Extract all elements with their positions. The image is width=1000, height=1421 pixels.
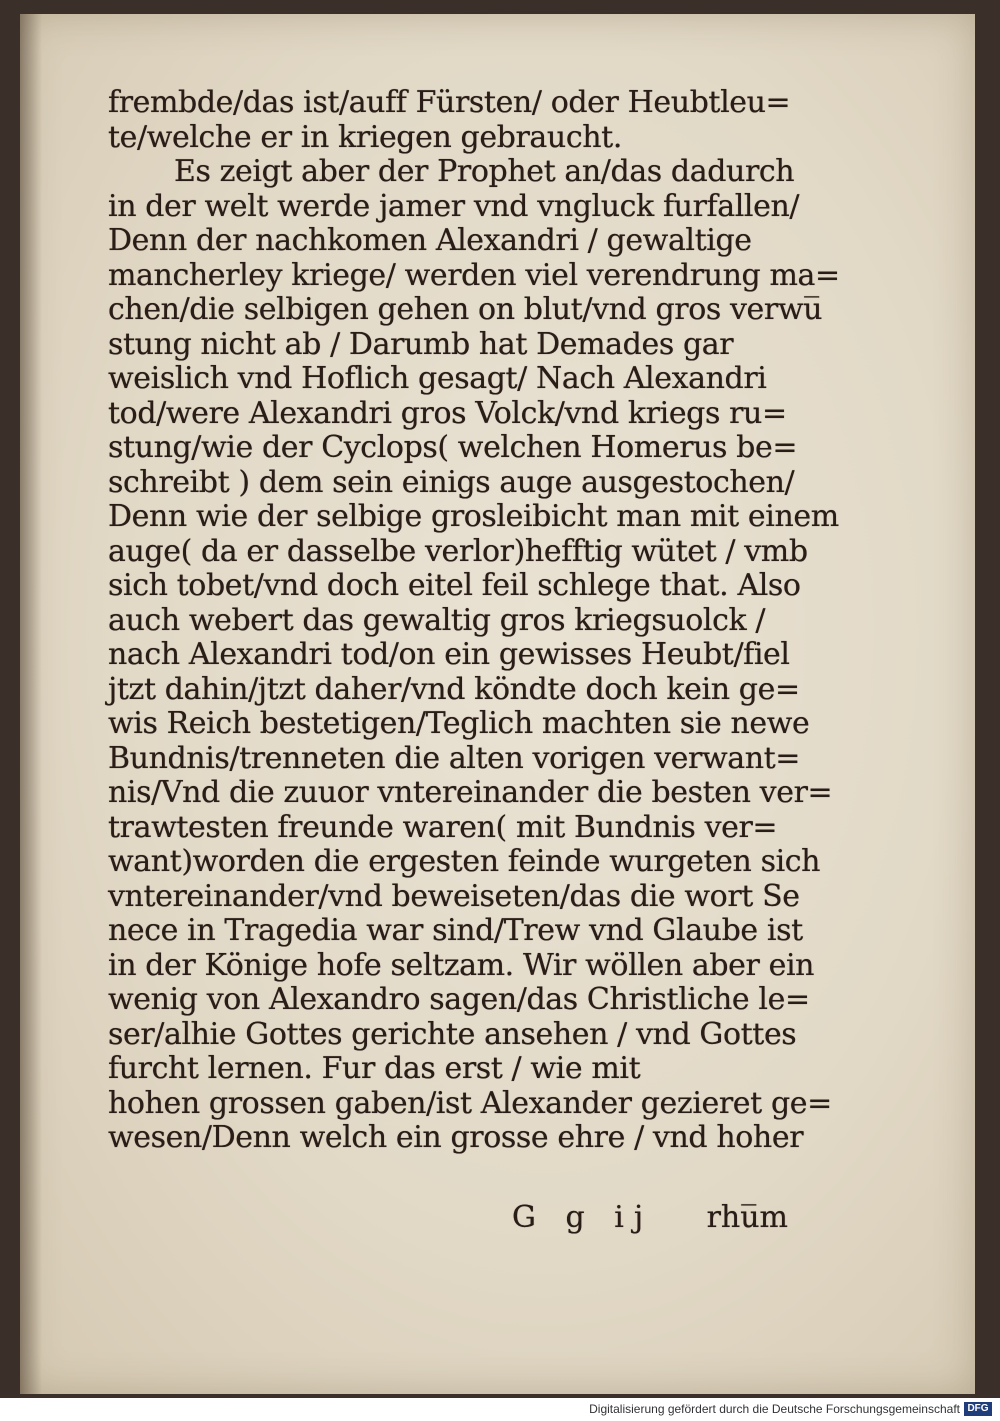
text-line: mancherley kriege/ werden viel verendrung ma= [108, 257, 840, 293]
text-line: want)worden die ergesten feinde wurgeten sich [108, 844, 821, 879]
text-line: stung/wie der Cyclops( welchen Homerus be= [108, 430, 798, 465]
catchword: rhu̅m [706, 1200, 788, 1235]
funding-notice: Digitalisierung gefördert durch die Deutsche Forschungsgemeinschaft [589, 1402, 960, 1416]
dfg-logo: DFG [964, 1402, 992, 1416]
text-line: weislich vnd Hoflich gesagt/ Nach Alexandri [108, 361, 767, 396]
text-line: wis Reich bestetigen/Teglich machten sie newe [108, 706, 810, 741]
page-gutter-shadow [20, 14, 42, 1394]
paragraph-start-line: Es zeigt aber der Prophet an/das dadurch [174, 154, 795, 189]
text-line: te/welche er in kriegen gebraucht. [108, 119, 622, 155]
text-line: chen/die selbigen gehen on blut/vnd gros verwu̅ [108, 292, 823, 327]
signature-mark: G g ij [512, 1200, 654, 1235]
text-line: schreibt ) dem sein einigs auge ausgestochen/ [108, 464, 795, 500]
text-line: Denn der nachkomen Alexandri / gewaltige [108, 223, 752, 258]
text-line: ser/alhie Gottes gerichte ansehen / vnd Gottes [108, 1016, 797, 1052]
text-line: nis/Vnd die zuuor vntereinander die besten ver= [108, 775, 833, 810]
body-text [108, 85, 840, 1156]
text-line: tod/were Alexandri gros Volck/vnd kriegs ru= [108, 395, 787, 431]
text-line: jtzt dahin/jtzt daher/vnd köndte doch kein ge= [108, 671, 800, 707]
text-line: hohen grossen gaben/ist Alexander gezieret ge= [108, 1085, 832, 1121]
text-line: wesen/Denn welch ein grosse ehre / vnd hoher [108, 1120, 804, 1155]
book-page [20, 14, 975, 1394]
text-line: frembde/das ist/auff Fürsten/ oder Heubtleu= [108, 85, 791, 120]
text-line: in der Könige hofe seltzam. Wir wöllen aber ein [108, 947, 815, 983]
text-line: Denn wie der selbige grosleibicht man mit einem [108, 499, 839, 534]
text-line: trawtesten freunde waren( mit Bundnis ver= [108, 809, 778, 845]
text-line: auch webert das gewaltig gros kriegsuolck / [108, 602, 766, 638]
text-line: stung nicht ab / Darumb hat Demades gar [108, 326, 734, 362]
text-line: in der welt werde jamer vnd vngluck furfallen/ [108, 188, 800, 224]
text-line: vntereinander/vnd beweiseten/das die wort Se [108, 878, 800, 914]
text-line: furcht lernen. Fur das erst / wie mit [108, 1051, 641, 1086]
text-line: nach Alexandri tod/on ein gewisses Heubt/fiel [108, 637, 790, 672]
digitization-footer [0, 1398, 1000, 1421]
page-footer-line [108, 1200, 788, 1234]
text-line: sich tobet/vnd doch eitel feil schlege that. Also [108, 568, 801, 603]
text-line: Bundnis/trenneten die alten vorigen verwant= [108, 740, 801, 776]
text-line: wenig von Alexandro sagen/das Christliche le= [108, 982, 810, 1017]
text-line: nece in Tragedia war sind/Trew vnd Glaube ist [108, 913, 803, 948]
text-line: auge( da er dasselbe verlor)hefftig wütet / vmb [108, 533, 808, 569]
